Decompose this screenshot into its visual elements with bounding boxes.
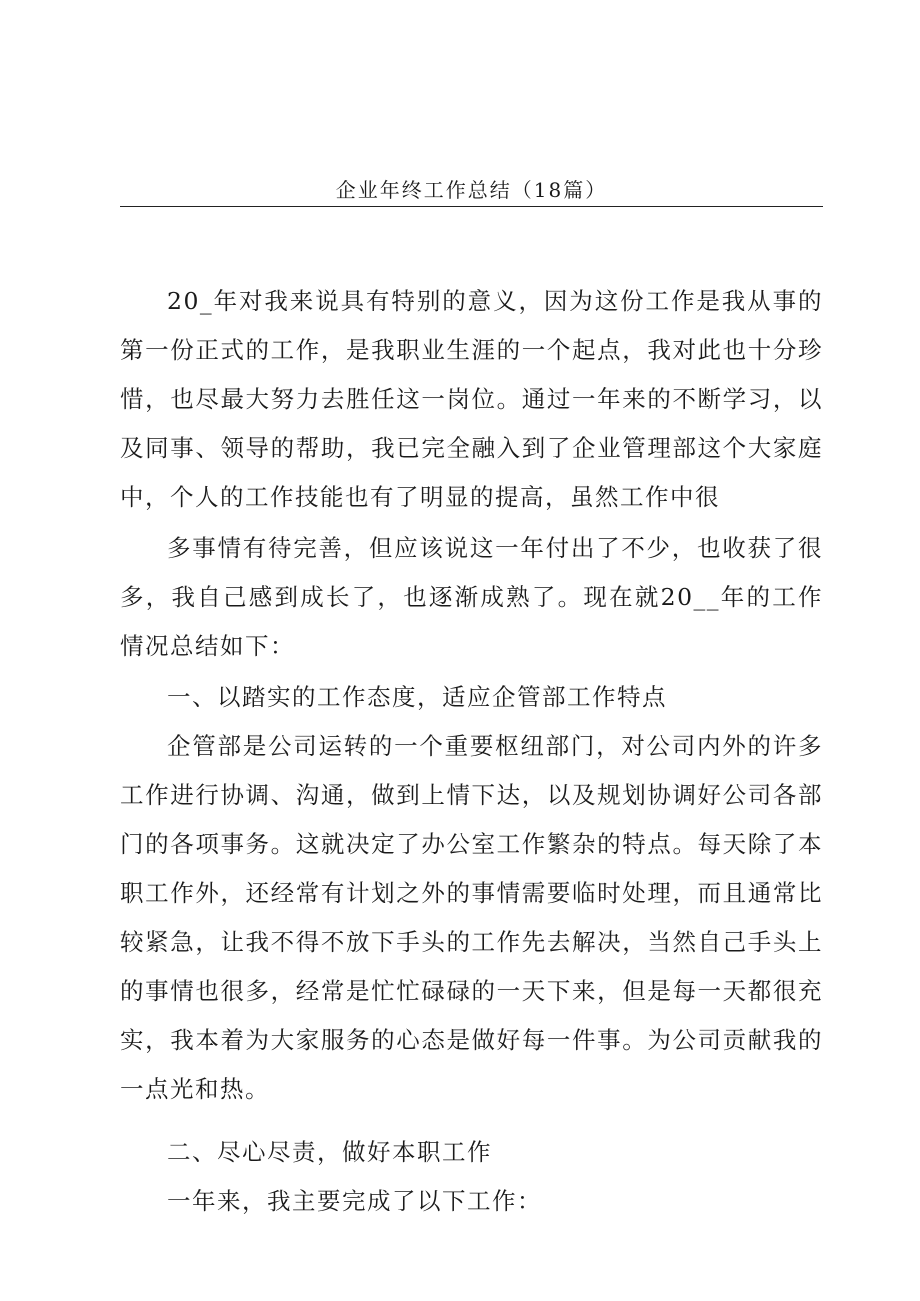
section-heading-1: 一、以踏实的工作态度，适应企管部工作特点 (167, 683, 667, 711)
paragraph-intro: 20_年对我来说具有特别的意义，因为这份工作是我从事的第一份正式的工作，是我职业生涯的一个起点，我对此也十分珍惜，也尽最大努力去胜任这一岗位。通过一年来的不断学习，以及同事、领导的帮助，我已完全融入到了企业管理部这个大家庭中，个人的工作技能也有了明显的提高，虽然工作中很 (120, 287, 823, 511)
header-divider (120, 206, 823, 207)
paragraph-section-1: 企管部是公司运转的一个重要枢纽部门，对公司内外的许多工作进行协调、沟通，做到上情下达，以及规划协调好公司各部门的各项事务。这就决定了办公室工作繁杂的特点。每天除了本职工作外，还经常有计划之外的事情需要临时处理，而且通常比较紧急，让我不得不放下手头的工作先去解决，当然自己手头上的事情也很多，经常是忙忙碌碌的一天下来，但是每一天都很充实，我本着为大家服务的心态是做好每一件事。为公司贡献我的一点光和热。 (120, 732, 823, 1103)
page-header-title: 企业年终工作总结（18篇） (335, 178, 608, 202)
paragraph-intro-continued: 多事情有待完善，但应该说这一年付出了不少，也收获了很多，我自己感到成长了，也逐渐成熟了。现在就20__年的工作情况总结如下： (120, 534, 823, 660)
section-heading-2: 二、尽心尽责，做好本职工作 (167, 1138, 492, 1166)
document-body (120, 277, 823, 1228)
paragraph-section-2-lead: 一年来，我主要完成了以下工作： (167, 1187, 542, 1215)
